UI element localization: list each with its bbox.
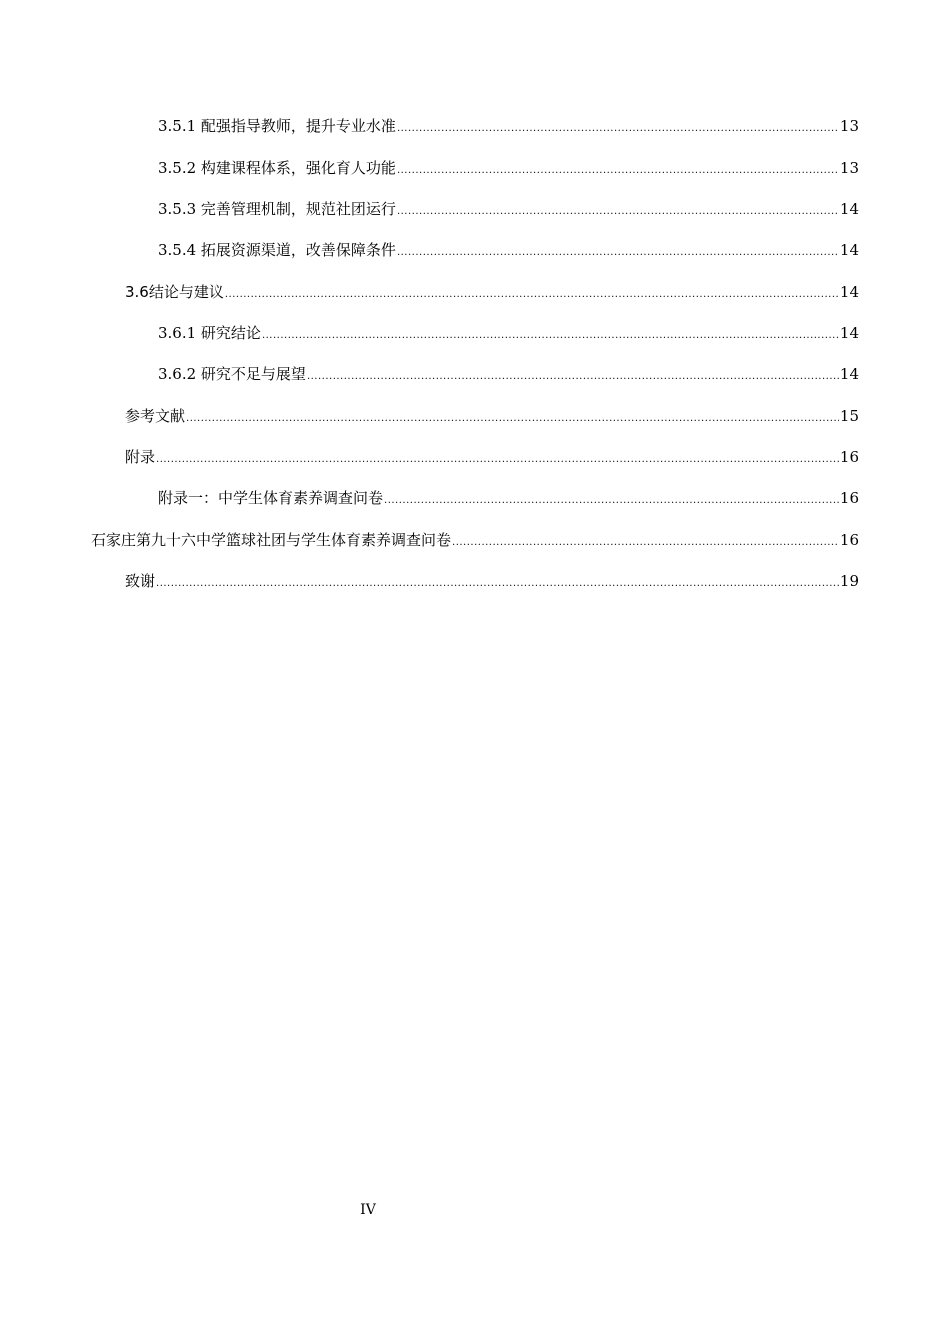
toc-entry-3-6-2[interactable] (158, 364, 859, 384)
toc-entry-page: 14 (839, 365, 859, 383)
toc-entry-3-5-2[interactable] (158, 158, 859, 178)
toc-entry-page: 14 (839, 324, 859, 342)
toc-entry-page: 13 (839, 159, 859, 177)
toc-dot-leader (156, 577, 839, 591)
toc-entry-acknowledgements[interactable] (125, 571, 859, 591)
toc-dot-leader (384, 494, 839, 508)
toc-entry-label: 3.5.2 构建课程体系，强化育人功能 (158, 159, 396, 177)
toc-entry-label: 石家庄第九十六中学篮球社团与学生体育素养调查问卷 (91, 531, 452, 549)
toc-entry-page: 15 (839, 407, 859, 425)
toc-dot-leader (397, 246, 839, 260)
toc-entry-3-5-3[interactable] (158, 199, 859, 219)
toc-dot-leader (397, 205, 839, 219)
toc-entry-appendix[interactable] (125, 447, 859, 467)
toc-dot-leader (307, 370, 839, 384)
toc-entry-label: 3.6.2 研究不足与展望 (158, 365, 306, 383)
toc-entry-page: 19 (839, 572, 859, 590)
toc-entry-3-5-4[interactable] (158, 240, 859, 260)
toc-entry-questionnaire[interactable] (91, 530, 859, 550)
toc-dot-leader (262, 329, 839, 343)
toc-entry-page: 16 (839, 489, 859, 507)
toc-dot-leader (397, 164, 839, 178)
toc-dot-leader (225, 288, 839, 302)
toc-entry-label: 附录一：中学生体育素养调查问卷 (158, 489, 384, 507)
toc-entry-page: 14 (839, 200, 859, 218)
page-number: IV (360, 1202, 376, 1218)
toc-entry-label: 致谢 (125, 572, 156, 590)
toc-entry-3-5-1[interactable] (158, 116, 859, 136)
toc-dot-leader (156, 453, 839, 467)
toc-entry-page: 16 (839, 448, 859, 466)
toc-entry-page: 16 (839, 531, 859, 549)
toc-dot-leader (186, 412, 839, 426)
toc-entry-3-6-1[interactable] (158, 323, 859, 343)
toc-entry-appendix-1[interactable] (158, 488, 859, 508)
toc-dot-leader (397, 122, 839, 136)
toc-entry-label: 附录 (125, 448, 156, 466)
toc-entry-references[interactable] (125, 406, 859, 426)
toc-entry-page: 14 (839, 241, 859, 259)
toc-entry-label: 3.6.1 研究结论 (158, 324, 261, 342)
toc-entry-label: 3.5.3 完善管理机制，规范社团运行 (158, 200, 396, 218)
toc-entry-page: 13 (839, 117, 859, 135)
toc-entry-label: 3.5.1 配强指导教师，提升专业水准 (158, 117, 396, 135)
toc-entry-label: 参考文献 (125, 407, 186, 425)
toc-dot-leader (452, 536, 839, 550)
toc-entry-label: 3.6结论与建议 (125, 283, 224, 301)
toc-entry-3-6[interactable] (125, 282, 859, 302)
toc-entry-label: 3.5.4 拓展资源渠道，改善保障条件 (158, 241, 396, 259)
toc-entry-page: 14 (839, 283, 859, 301)
